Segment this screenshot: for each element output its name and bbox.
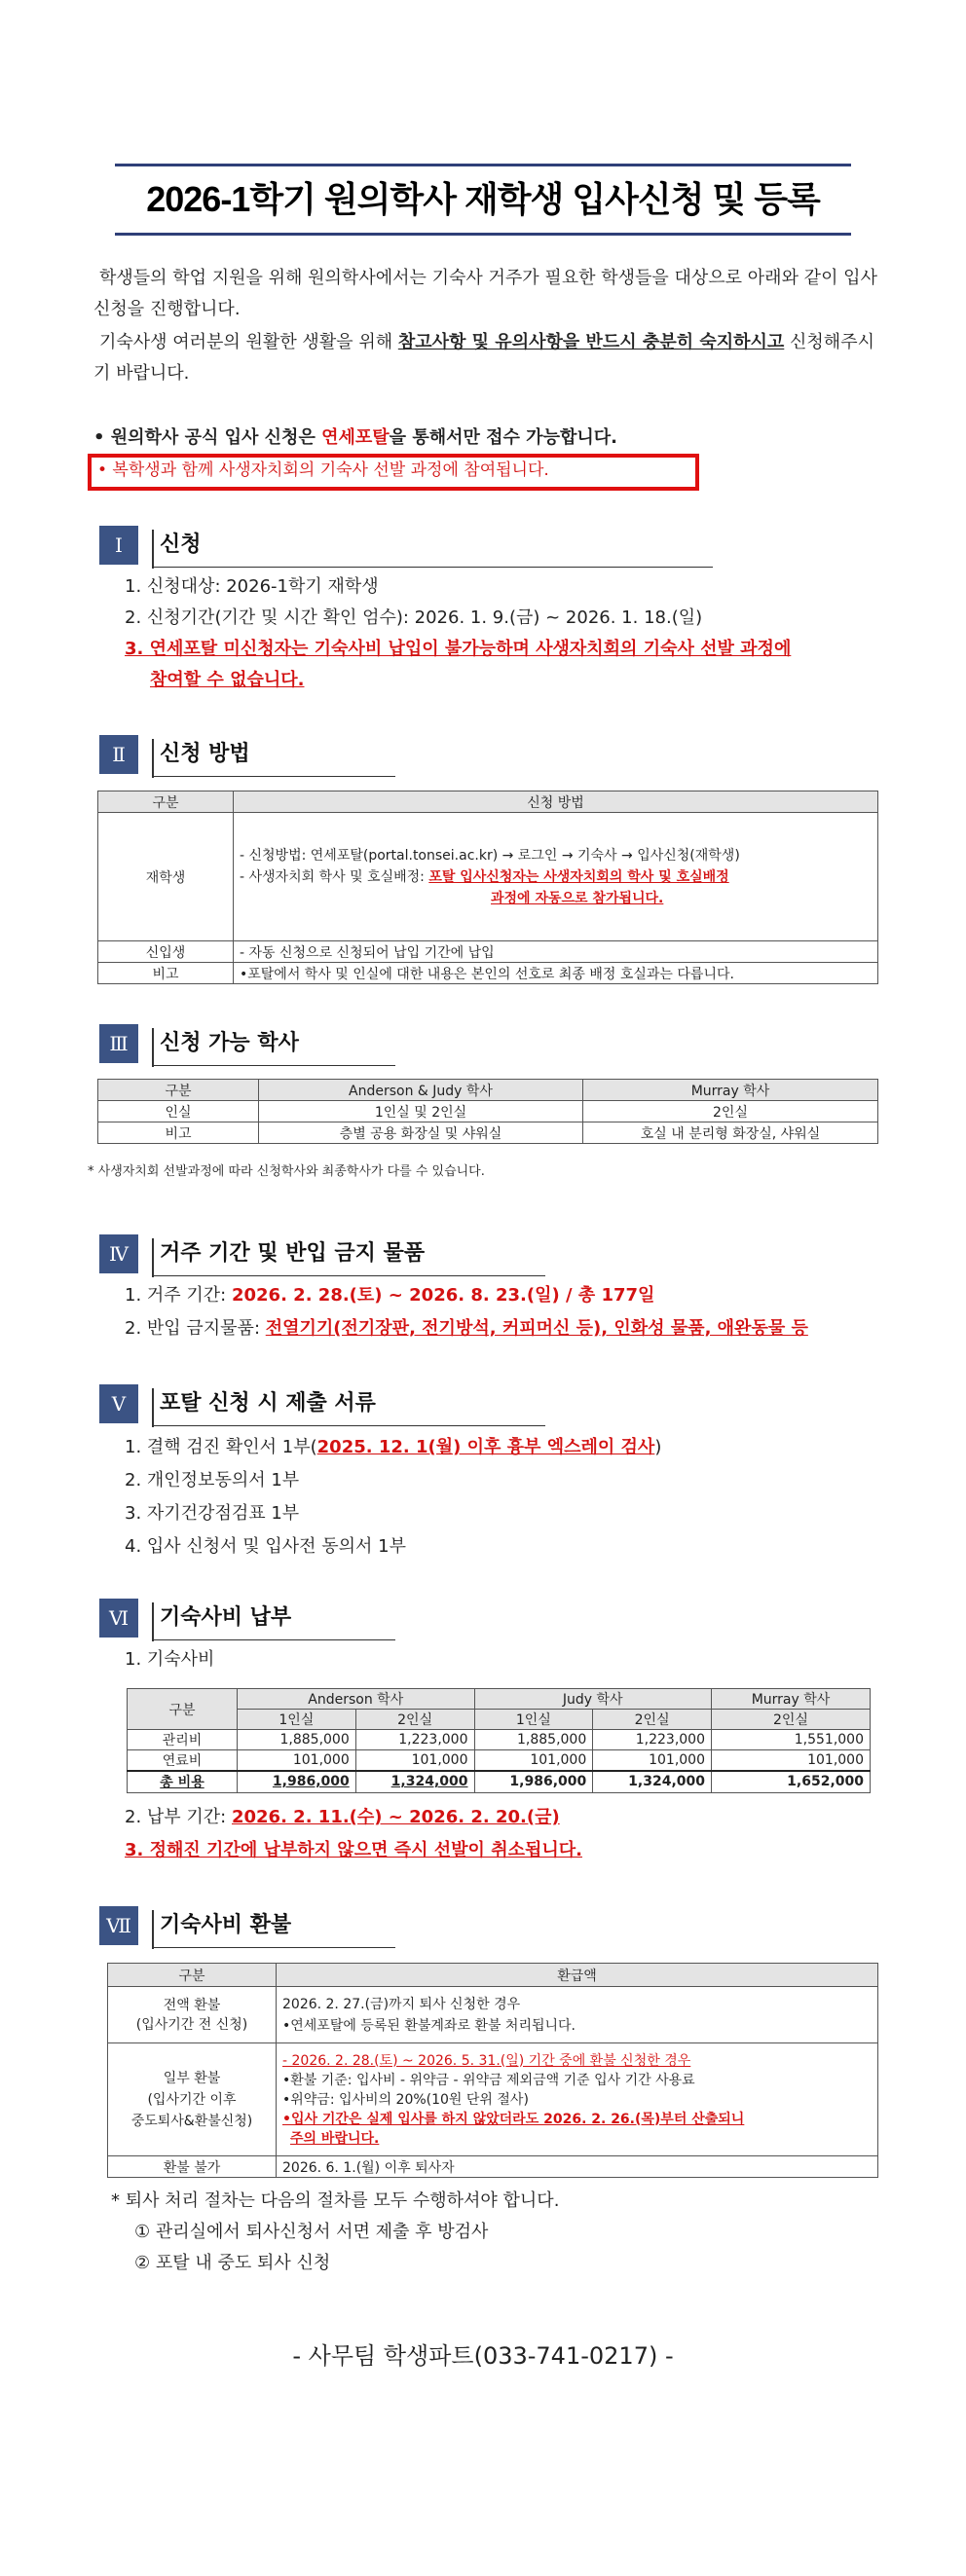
notice-portal-only: • 원의학사 공식 입사 신청은 연세포탈을 통해서만 접수 가능합니다.: [93, 427, 617, 448]
section-5-header: [99, 1384, 586, 1423]
stay-period: 1. 거주 기간: 2026. 2. 28.(토) ~ 2026. 8. 23.(일) / 총 177일: [125, 1285, 655, 1306]
section-1-header: [99, 526, 684, 565]
contact-footer: - 사무팀 학생파트(033-741-0217) -: [292, 2342, 674, 2370]
doc-application: 4. 입사 신청서 및 입사전 동의서 1부: [125, 1536, 406, 1557]
dorm-footnote: * 사생자치회 선발과정에 따라 신청학사와 최종학사가 다를 수 있습니다.: [88, 1164, 485, 1179]
intro-paragraph-2: 기숙사생 여러분의 원활한 생활을 위해 참고사항 및 유의사항을 반드시 충분히 숙지하시고 신청해주시기 바랍니다.: [93, 332, 874, 384]
apply-warning-cont: 참여할 수 없습니다.: [150, 670, 305, 690]
section-number: Ⅰ: [99, 526, 138, 565]
title-banner: [115, 164, 851, 236]
section-number: Ⅲ: [99, 1024, 138, 1063]
payment-warning: 3. 정해진 기간에 납부하지 않으면 즉시 선발이 취소됩니다.: [125, 1840, 582, 1860]
notice-selection: • 복학생과 함께 사생자치회의 기숙사 선발 과정에 참여됩니다.: [97, 460, 549, 480]
section-title: 포탈 신청 시 제출 서류: [160, 1391, 376, 1416]
fee-subtitle: 1. 기숙사비: [125, 1649, 215, 1670]
section-number: Ⅵ: [99, 1599, 138, 1638]
section-title: 신청: [160, 533, 202, 557]
section-number: Ⅱ: [99, 735, 138, 774]
section-number: Ⅴ: [99, 1384, 138, 1423]
section-title: 신청 가능 학사: [160, 1031, 299, 1055]
section-6-header: [99, 1599, 489, 1638]
section-2-header: [99, 735, 489, 774]
page-title: 2026-1학기 원의학사 재학생 입사신청 및 등록: [146, 179, 820, 219]
highlight-box: [88, 454, 699, 491]
section-3-header: [99, 1024, 489, 1063]
withdraw-step-2: ② 포탈 내 중도 퇴사 신청: [134, 2253, 331, 2273]
intro-paragraph-1: 학생들의 학업 지원을 위해 원의학사에서는 기숙사 거주가 필요한 학생들을 대상으로 아래와 같이 입사 신청을 진행합니다.: [93, 268, 877, 319]
withdraw-note: * 퇴사 처리 절차는 다음의 절차를 모두 수행하셔야 합니다.: [111, 2190, 560, 2211]
apply-period: 2. 신청기간(기간 및 시간 확인 엄수): 2026. 1. 9.(금) ~ 2026. 1. 18.(일): [125, 607, 703, 628]
banned-items: 2. 반입 금지물품: 전열기기(전기장판, 전기방석, 커피머신 등), 인화성 물품, 애완동물 등: [125, 1318, 808, 1339]
doc-tb-check: 1. 결핵 검진 확인서 1부(2025. 12. 1(월) 이후 흉부 엑스레이 검사): [125, 1437, 662, 1457]
fee-table: 구분 Anderson 학사 Judy 학사 Murray 학사 1인실 2인실 1인실 2인실 2인실 관리비 1,885,000 1,223,000 1,885,000 1,223,000 1,551,000 연료비 101,000 101,000 101,000 101,000 101,000 총 비용 1,986,000 1,324,000 1,986,000 1,324,000 1,652,000: [127, 1688, 871, 1793]
apply-target: 1. 신청대상: 2026-1학기 재학생: [125, 576, 379, 597]
section-title: 기숙사비 환불: [160, 1913, 292, 1937]
dorm-table: 구분 Anderson & Judy 학사 Murray 학사 인실 1인실 및 2인실 2인실 비고 층별 공용 화장실 및 샤워실 호실 내 분리형 화장실, 샤워실: [97, 1079, 878, 1144]
section-title: 신청 방법: [160, 742, 250, 766]
apply-method-table: 구분 신청 방법 재학생 - 신청방법: 연세포탈(portal.tonsei.ac.kr) → 로그인 → 기숙사 → 입사신청(재학생) - 사생자치회 학사 및 호실배정: 포탈 입사신청자는 사생자치회의 학사 및 호실배정 과정에 자동으로 참가됩니다. 신입생 - 자동 신청으로 신청되어 납입 기간에 납입 비고 •포탈에서 학사 및 인실에 대한 내용은 본인의 선호로 최종 배정 호실과는 다릅니다.: [97, 791, 878, 984]
section-title: 기숙사비 납부: [160, 1605, 292, 1630]
section-4-header: [99, 1234, 586, 1273]
section-title: 거주 기간 및 반입 금지 물품: [160, 1241, 426, 1266]
withdraw-step-1: ① 관리실에서 퇴사신청서 서면 제출 후 방검사: [134, 2222, 489, 2242]
refund-table: 구분 환급액 전액 환불 (입사기간 전 신청) 2026. 2. 27.(금)까지 퇴사 신청한 경우 •연세포탈에 등록된 환불계좌로 환불 처리됩니다. 일부 환불 (입사기간 이후 중도퇴사&환불신청) - 2026. 2. 28.(토) ~ 2026. 5. 31.(일) 기간 중에 환불 신청한 경우 •환불 기준: 입사비 - 위약금 - 위약금 제외금액 기준 입사 기간 사용료 •위약금: 입사비의 20%(10원 단위 절사) •입사 기간은 실제 입사를 하지 않았더라도 2026. 2. 26.(목)부터 산출되니 주의 바랍니다. 환불 불가 2026. 6. 1.(월) 이후 퇴사자: [107, 1963, 878, 2178]
section-number: Ⅳ: [99, 1234, 138, 1273]
payment-period: 2. 납부 기간: 2026. 2. 11.(수) ~ 2026. 2. 20.(금): [125, 1807, 560, 1827]
apply-warning: 3. 연세포탈 미신청자는 기숙사비 납입이 불가능하며 사생자치회의 기숙사 선발 과정에: [125, 639, 792, 659]
doc-health: 3. 자기건강점검표 1부: [125, 1503, 300, 1524]
doc-privacy: 2. 개인정보동의서 1부: [125, 1470, 300, 1490]
section-7-header: [99, 1906, 489, 1945]
section-number: Ⅶ: [99, 1906, 138, 1945]
